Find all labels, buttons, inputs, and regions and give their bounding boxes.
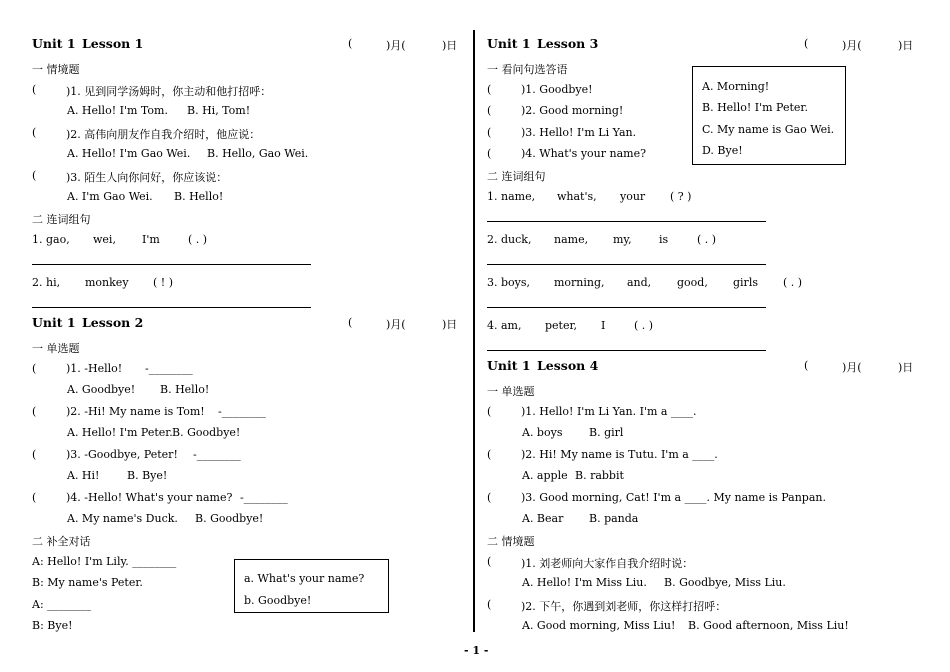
answer-paren: ( [487,555,492,568]
answer-choice-box [692,66,846,165]
lesson3-title: Lesson 3 [537,36,599,51]
option-b: B. rabbit [575,469,624,482]
answer-paren: ( [487,126,492,139]
word: good, [677,276,708,289]
answer-paren: ( [32,491,37,504]
page-number: - 1 - [464,644,489,657]
lesson1-title: Lesson 1 [82,36,144,51]
question-text: )2. Good morning! [521,104,624,117]
option-b: B. Hello, Gao Wei. [207,147,309,160]
option-b: B. Bye! [127,469,168,482]
option-a: A. Hi! [67,469,100,482]
lesson1-date-month: )月( [386,39,406,52]
option-b: B. Hello! [174,190,224,203]
question-text: )2. 下午，你遇到刘老师，你这样打招呼： [521,600,727,613]
column-divider [473,30,475,632]
option-b: B. Good afternoon, Miss Liu! [688,619,849,632]
option-b: B. girl [589,426,624,439]
question-text: )4. -Hello! What's your name? [66,491,233,504]
lesson3-date-month: )月( [842,39,862,52]
answer-paren: ( [487,491,492,504]
answer-blank: -________ [145,362,193,375]
option-b: B. Goodbye! [195,512,264,525]
lesson1-section1-title: 一 情境题 [32,63,80,76]
option-a: A. Bear [522,512,564,525]
question-text: )3. 陌生人向你问好，你应该说： [66,171,228,184]
punctuation: ( . ) [783,276,803,289]
lesson2-date-open: ( [348,316,353,329]
answer-paren: ( [32,448,37,461]
question-text: )4. What's your name? [521,147,646,160]
answer-blank: -________ [218,405,266,418]
answer-blank: -________ [193,448,241,461]
word: what's, [557,190,597,203]
answer-line [32,264,311,265]
lesson4-date-month: )月( [842,361,862,374]
option-a: A. Hello! I'm Tom. [67,104,168,117]
question-text: )3. Hello! I'm Li Yan. [521,126,637,139]
word: peter, [545,319,578,332]
choice-c: C. My name is Gao Wei. [702,123,835,136]
answer-paren: ( [32,83,37,96]
answer-line [487,350,766,351]
punctuation: ( . ) [697,233,717,246]
answer-paren: ( [32,169,37,182]
option-b: B. Hello! [160,383,210,396]
word: I [601,319,606,332]
lesson4-date-day: )日 [898,361,914,374]
lesson4-date-open: ( [804,359,809,372]
word: morning, [554,276,605,289]
word: and, [627,276,652,289]
lesson4-unit: Unit 1 [487,358,531,373]
answer-paren: ( [487,104,492,117]
answer-line [487,307,766,308]
choice-a: A. Morning! [702,80,770,93]
question-text: )1. Hello! I'm Li Yan. I'm a ____. [521,405,697,418]
question-text: )3. -Goodbye, Peter! [66,448,178,461]
answer-line [487,221,766,222]
word: 1. gao, [32,233,70,246]
question-text: )2. 高伟向朋友作自我介绍时，他应说： [66,128,261,141]
choice-b: b. Goodbye! [244,594,312,607]
punctuation: ( ? ) [670,190,692,203]
dialog-line: A: Hello! I'm Lily. ________ [32,555,177,568]
lesson3-date-open: ( [804,37,809,50]
answer-paren: ( [487,448,492,461]
word: my, [613,233,632,246]
word: 2. duck, [487,233,532,246]
punctuation: ( ! ) [153,276,173,289]
lesson2-date-day: )日 [442,318,458,331]
word: 2. hi, [32,276,61,289]
lesson2-date-month: )月( [386,318,406,331]
lesson2-section2-title: 二 补全对话 [32,535,91,548]
lesson4-section2-title: 二 情境题 [487,535,535,548]
option-a: A. I'm Gao Wei. [67,190,153,203]
option-a: A. Hello! I'm Peter. [67,426,173,439]
choice-b: B. Hello! I'm Peter. [702,101,808,114]
word: wei, [93,233,116,246]
choice-a: a. What's your name? [244,572,365,585]
option-b: B. panda [589,512,639,525]
word: name, [554,233,589,246]
dialog-line: A: ________ [32,598,92,611]
lesson3-unit: Unit 1 [487,36,531,51]
word: is [659,233,669,246]
word: 4. am, [487,319,522,332]
punctuation: ( . ) [188,233,208,246]
option-a: A. boys [522,426,563,439]
word: girls [733,276,758,289]
option-a: A. Good morning, Miss Liu! [522,619,676,632]
option-a: A. Goodbye! [67,383,136,396]
option-b: B. Hi, Tom! [187,104,251,117]
word: your [620,190,646,203]
answer-paren: ( [487,598,492,611]
lesson2-title: Lesson 2 [82,315,144,330]
lesson2-section1-title: 一 单选题 [32,342,80,355]
question-text: )1. 刘老师向大家作自我介绍时说： [521,557,694,570]
word: 1. name, [487,190,536,203]
answer-paren: ( [487,83,492,96]
option-a: A. Hello! I'm Miss Liu. [522,576,647,589]
answer-paren: ( [32,126,37,139]
question-text: )1. 见到同学汤姆时，你主动和他打招呼： [66,85,272,98]
lesson1-unit: Unit 1 [32,36,76,51]
question-text: )3. Good morning, Cat! I'm a ____. My name is Panpan. [521,491,826,504]
answer-blank: -________ [240,491,288,504]
choice-d: D. Bye! [702,144,743,157]
answer-paren: ( [32,362,37,375]
lesson3-section2-title: 二 连词组句 [487,170,546,183]
answer-line [32,307,311,308]
word: monkey [85,276,129,289]
answer-paren: ( [487,147,492,160]
option-b: B. Goodbye! [172,426,241,439]
lesson1-section2-title: 二 连词组句 [32,213,91,226]
lesson4-title: Lesson 4 [537,358,599,373]
answer-paren: ( [487,405,492,418]
option-a: A. Hello! I'm Gao Wei. [67,147,191,160]
lesson3-date-day: )日 [898,39,914,52]
question-text: )1. -Hello! [66,362,123,375]
answer-line [487,264,766,265]
lesson1-date-day: )日 [442,39,458,52]
word: I'm [142,233,160,246]
option-a: A. apple [522,469,568,482]
dialog-line: B: My name's Peter. [32,576,143,589]
option-a: A. My name's Duck. [67,512,178,525]
lesson2-unit: Unit 1 [32,315,76,330]
lesson3-section1-title: 一 看问句选答语 [487,63,568,76]
lesson1-date-open: ( [348,37,353,50]
question-text: )2. -Hi! My name is Tom! [66,405,205,418]
lesson4-section1-title: 一 单选题 [487,385,535,398]
answer-paren: ( [32,405,37,418]
question-text: )1. Goodbye! [521,83,593,96]
question-text: )2. Hi! My name is Tutu. I'm a ____. [521,448,718,461]
option-b: B. Goodbye, Miss Liu. [664,576,786,589]
answer-choice-box [234,559,389,613]
punctuation: ( . ) [634,319,654,332]
dialog-line: B: Bye! [32,619,73,632]
word: 3. boys, [487,276,531,289]
